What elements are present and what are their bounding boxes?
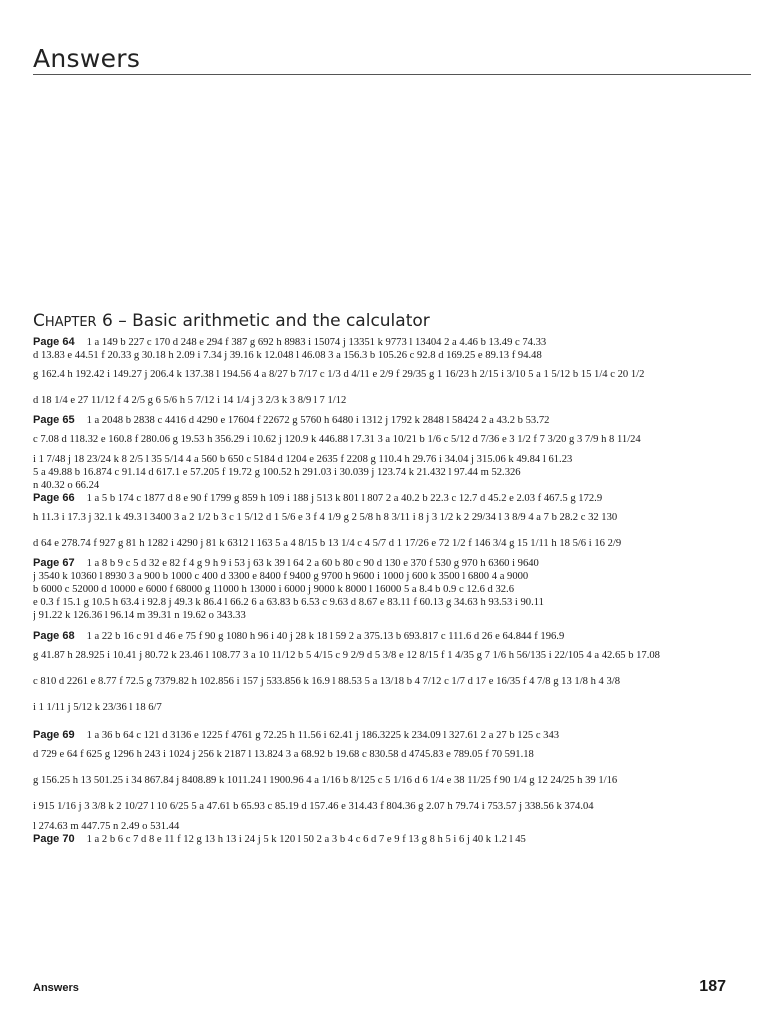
- answer-line: [33, 492, 723, 505]
- answer-line: [33, 742, 723, 768]
- page-reference: Page 70: [33, 833, 75, 845]
- answer-text: 1 a 2 b 6 c 7 d 8 e 11 f 12 g 13 h 13 i 24 j 5 k 120 l 50 2 a 3 b 4 c 6 d 7 e 9 f 13 g 8 h 5 i 6 j 40 k 1.2 l 45: [86, 834, 526, 845]
- answer-text: i 1 7/48 j 18 23/24 k 8 2/5 l 35 5/14 4 a 560 b 650 c 5184 d 1204 e 2635 f 2208 g 110.4 h 29.76 i 34.04 j 315.06 k 49.84 l 61.23: [33, 454, 573, 465]
- answer-text: l 274.63 m 447.75 n 2.49 o 531.44: [33, 821, 180, 832]
- chapter-prefix-letter: C: [33, 311, 45, 331]
- answer-line: [33, 643, 723, 669]
- answer-text: d 729 e 64 f 625 g 1296 h 243 i 1024 j 256 k 2187 l 13.824 3 a 68.92 b 19.68 c 830.58 d 4745.83 e 789.05 f 70 591.18: [33, 749, 534, 760]
- answer-line: [33, 596, 723, 609]
- page-reference: Page 65: [33, 414, 75, 426]
- answer-line: [33, 609, 723, 622]
- answer-text: g 156.25 h 13 501.25 i 34 867.84 j 8408.89 k 1011.24 l 1900.96 4 a 1/16 b 8/125 c 5 1/16 d 6 1/4 e 38 11/25 f 90 1/4 g 12 24/25 h 39 1/16: [33, 775, 618, 786]
- answer-text: j 3540 k 10360 l 8930 3 a 900 b 1000 c 400 d 3300 e 8400 f 9400 g 9700 h 9600 i 1000 j 600 k 3500 l 6800 4 a 9000: [33, 571, 529, 582]
- answer-text: h 11.3 i 17.3 j 32.1 k 49.3 l 3400 3 a 2 1/2 b 3 c 1 5/12 d 1 5/6 e 3 f 4 1/9 g 2 5/8 h 8 3/11 i 8 j 3 1/2 k 2 29/34 l 3 8/9 4 a 7 b 28.2 c 32 130: [33, 512, 618, 523]
- answer-line: [33, 768, 723, 794]
- answer-text: g 162.4 h 192.42 i 149.27 j 206.4 k 137.38 l 194.56 4 a 8/27 b 7/17 c 1/3 d 4/11 e 2/9 f 29/35 g 1 16/23 h 2/15 i 3/10 5 a 1 5/12 b 15 1/4 c 20 1/2: [33, 369, 645, 380]
- answer-text: 5 a 49.88 b 16.874 c 91.14 d 617.1 e 57.205 f 19.72 g 100.52 h 291.03 i 30.039 j 123.74 k 21.432 l 97.44 m 52.326: [33, 467, 521, 478]
- answer-line: [33, 349, 723, 362]
- footer-label: Answers: [33, 982, 79, 994]
- answer-text: d 64 e 278.74 f 927 g 81 h 1282 i 4290 j 81 k 6312 l 163 5 a 4 8/15 b 13 1/4 c 4 5/7 d 1 17/26 e 72 1/2 f 146 3/4 g 15 1/11 h 18 5/6 i 16 2/9: [33, 538, 622, 549]
- answer-line: [33, 479, 723, 492]
- answer-text: b 6000 c 52000 d 10000 e 6000 f 68000 g 11000 h 13000 i 6000 j 9000 k 8000 l 16000 5 a 8.4 b 0.9 c 12.6 d 32.6: [33, 584, 515, 595]
- page-reference: Page 64: [33, 336, 75, 348]
- answer-line: [33, 729, 723, 742]
- answer-line: [33, 630, 723, 643]
- answer-line: [33, 466, 723, 479]
- chapter-heading: [33, 311, 430, 331]
- page-reference: Page 67: [33, 557, 75, 569]
- answer-line: [33, 336, 723, 349]
- answer-text: 1 a 36 b 64 c 121 d 3136 e 1225 f 4761 g 72.25 h 11.56 i 62.41 j 186.3225 k 234.09 l 327.61 2 a 27 b 125 c 343: [86, 730, 560, 741]
- page-reference: Page 68: [33, 630, 75, 642]
- answer-line: [33, 362, 723, 388]
- answer-line: [33, 531, 723, 557]
- answers-body: [33, 336, 723, 846]
- answer-text: e 0.3 f 15.1 g 10.5 h 63.4 i 92.8 j 49.3 k 86.4 l 66.2 6 a 63.83 b 6.53 c 9.63 d 8.67 e 83.11 f 60.13 g 34.63 h 93.53 i 90.11: [33, 597, 544, 608]
- page-reference: Page 66: [33, 492, 75, 504]
- answer-text: 1 a 5 b 174 c 1877 d 8 e 90 f 1799 g 859 h 109 i 188 j 513 k 801 l 807 2 a 40.2 b 22.3 c 12.7 d 45.2 e 2.03 f 467.5 g 172.9: [86, 493, 603, 504]
- answer-text: 1 a 149 b 227 c 170 d 248 e 294 f 387 g 692 h 8983 i 15074 j 13351 k 9773 l 13404 2 a 4.46 b 13.49 c 74.33: [86, 337, 547, 348]
- answer-text: n 40.32 o 66.24: [33, 480, 100, 491]
- page-number: 187: [699, 978, 726, 995]
- answer-line: [33, 833, 723, 846]
- answer-text: d 13.83 e 44.51 f 20.33 g 30.18 h 2.09 i 7.34 j 39.16 k 12.048 l 46.08 3 a 156.3 b 105.26 c 92.8 d 169.25 e 89.13 f 94.48: [33, 350, 542, 361]
- answer-text: c 7.08 d 118.32 e 160.8 f 280.06 g 19.53 h 356.29 i 10.62 j 120.9 k 446.88 l 7.31 3 a 10/21 b 1/6 c 5/12 d 7/36 e 3 1/2 f 7 3/20 g 3 7/9 h 8 11/24: [33, 434, 641, 445]
- answer-text: c 810 d 2261 e 8.77 f 72.5 g 7379.82 h 102.856 i 157 j 533.856 k 16.9 l 88.53 5 a 13/18 b 4 7/12 c 1/7 d 17 e 16/35 f 4 7/8 g 13 1/8 h 4 3/8: [33, 676, 621, 687]
- running-header-title: Answers: [33, 44, 141, 73]
- answer-line: [33, 820, 723, 833]
- answer-line: [33, 557, 723, 570]
- answer-text: g 41.87 h 28.925 i 10.41 j 80.72 k 23.46 l 108.77 3 a 10 11/12 b 5 4/15 c 9 2/9 d 5 3/8 e 12 8/15 f 1 4/35 g 7 1/6 h 56/135 i 22/105 4 a 42.65 b 17.08: [33, 650, 660, 661]
- chapter-number: 6: [101, 311, 113, 331]
- answer-line: [33, 505, 723, 531]
- answer-text: i 1 1/11 j 5/12 k 23/36 l 18 6/7: [33, 702, 162, 713]
- answer-text: 1 a 8 b 9 c 5 d 32 e 82 f 4 g 9 h 9 i 53 j 63 k 39 l 64 2 a 60 b 80 c 90 d 130 e 370 f 530 g 970 h 6360 i 9640: [86, 558, 539, 569]
- page-reference: Page 69: [33, 729, 75, 741]
- answer-text: i 915 1/16 j 3 3/8 k 2 10/27 l 10 6/25 5 a 47.61 b 65.93 c 85.19 d 157.46 e 314.43 f 804.36 g 2.07 h 79.74 i 753.57 j 338.56 k 374.04: [33, 801, 594, 812]
- answer-text: j 91.22 k 126.36 l 96.14 m 39.31 n 19.62 o 343.33: [33, 610, 246, 621]
- answer-line: [33, 570, 723, 583]
- answer-line: [33, 695, 723, 721]
- answer-line: [33, 453, 723, 466]
- answer-line: [33, 794, 723, 820]
- answer-line: [33, 583, 723, 596]
- answer-text: d 18 1/4 e 27 11/12 f 4 2/5 g 6 5/6 h 5 7/12 i 14 1/4 j 3 2/3 k 3 8/9 l 7 1/12: [33, 395, 347, 406]
- header-rule: [33, 74, 751, 75]
- answer-line: [33, 414, 723, 427]
- chapter-prefix-word: HAPTER: [44, 315, 97, 330]
- answer-text: 1 a 22 b 16 c 91 d 46 e 75 f 90 g 1080 h 96 i 40 j 28 k 18 l 59 2 a 375.13 b 693.817 c 111.6 d 26 e 64.844 f 196.9: [86, 631, 565, 642]
- answer-text: 1 a 2048 b 2838 c 4416 d 4290 e 17604 f 22672 g 5760 h 6480 i 1312 j 1792 k 2848 l 58424 2 a 43.2 b 53.72: [86, 415, 550, 426]
- answer-line: [33, 427, 723, 453]
- answer-line: [33, 669, 723, 695]
- chapter-title: – Basic arithmetic and the calculator: [118, 311, 430, 331]
- answer-line: [33, 388, 723, 414]
